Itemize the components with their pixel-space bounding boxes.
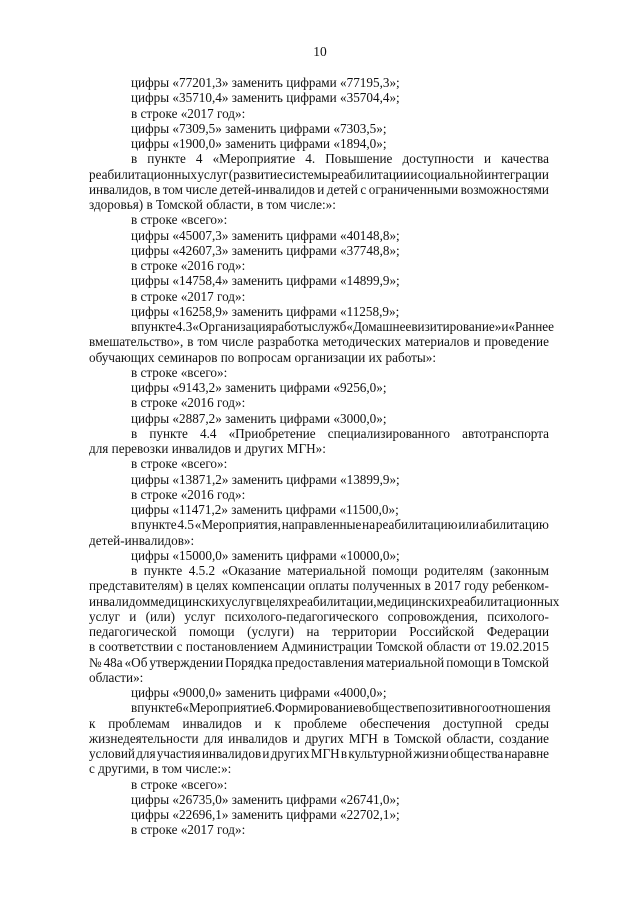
text-line: цифры «42607,3» заменить цифрами «37748,8»; bbox=[131, 242, 400, 258]
text-line: цифры «13871,2» заменить цифрами «13899,9»; bbox=[131, 471, 400, 487]
text-line: в строке «2017 год»: bbox=[131, 822, 246, 838]
text-line: в строке «2016 год»: bbox=[131, 395, 246, 411]
text-line: в пункте 4.5 «Мероприятия, направленные на реабилитацию или абилитацию bbox=[131, 517, 549, 533]
text-line: условий для участия инвалидов и других МГН в культурной жизни общества наравне bbox=[89, 746, 549, 761]
text-line: в строке «2017 год»: bbox=[131, 105, 246, 121]
text-line: здоровья) в Томской области, в том числе:»: bbox=[89, 197, 336, 212]
text-line: в строке «всего»: bbox=[131, 456, 228, 472]
text-line: цифры «15000,0» заменить цифрами «10000,0»; bbox=[131, 547, 400, 563]
text-line: с другими, в том числе:»: bbox=[89, 761, 232, 777]
text-line: в пункте 6 «Мероприятие 6. Формирование в обществе позитивного отношения bbox=[131, 700, 551, 716]
text-line: цифры «2887,2» заменить цифрами «3000,0»; bbox=[131, 410, 387, 426]
text-line: в пункте 4.4 «Приобретение специализированного автотранспорта bbox=[131, 425, 549, 441]
text-line: к проблемам инвалидов и к проблеме обеспечения доступной среды bbox=[89, 715, 549, 731]
text-line: цифры «14758,4» заменить цифрами «14899,9»; bbox=[131, 273, 400, 289]
document-body bbox=[89, 75, 560, 838]
text-line: в строке «всего»: bbox=[131, 364, 228, 380]
text-line: цифры «7309,5» заменить цифрами «7303,5»; bbox=[131, 120, 387, 136]
text-line: цифры «22696,1» заменить цифрами «22702,1»; bbox=[131, 807, 400, 822]
text-line: услуг и (или) услуг психолого-педагогического сопровождения, психолого- bbox=[89, 608, 549, 624]
text-line: вмешательство», в том числе разработка методических материалов и проведение bbox=[89, 334, 549, 350]
text-line: области»: bbox=[89, 669, 144, 685]
text-line: для перевозки инвалидов и других МГН»: bbox=[89, 441, 326, 456]
text-line: в соответствии с постановлением Администрации Томской области от 19.02.2015 bbox=[89, 639, 549, 655]
text-line: обучающих семинаров по вопросам организации их работы»: bbox=[89, 349, 436, 365]
text-line: детей-инвалидов»: bbox=[89, 532, 195, 548]
text-line: инвалидом медицинских услуг в целях реабилитации, медицинских реабилитационных bbox=[89, 593, 560, 609]
text-line: цифры «9143,2» заменить цифрами «9256,0»; bbox=[131, 380, 387, 395]
text-line: инвалидов, в том числе детей-инвалидов и детей с ограниченными возможностями bbox=[89, 181, 549, 197]
text-line: жизнедеятельности для инвалидов и других МГН в Томской области, создание bbox=[89, 730, 549, 746]
text-line: цифры «16258,9» заменить цифрами «11258,9»; bbox=[131, 303, 400, 319]
text-line: цифры «11471,2» заменить цифрами «11500,0»; bbox=[131, 502, 399, 517]
page-number: 10 bbox=[313, 44, 327, 59]
text-line: цифры «77201,3» заменить цифрами «77195,3»; bbox=[131, 75, 400, 90]
text-line: педагогической помощи (услуги) на территории Российской Федерации bbox=[89, 624, 549, 639]
text-line: в строке «всего»: bbox=[131, 212, 228, 228]
text-line: цифры «26735,0» заменить цифрами «26741,0»; bbox=[131, 791, 400, 807]
text-line: цифры «1900,0» заменить цифрами «1894,0»; bbox=[131, 136, 387, 151]
text-line: в строке «2017 год»: bbox=[131, 288, 246, 304]
text-line: в строке «всего»: bbox=[131, 776, 228, 792]
text-line: № 48а «Об утверждении Порядка предоставления материальной помощи в Томской bbox=[89, 654, 549, 670]
text-line: в строке «2016 год»: bbox=[131, 486, 246, 502]
text-line: в пункте 4.5.2 «Оказание материальной помощи родителям (законным bbox=[131, 563, 549, 578]
text-line: реабилитационных услуг (развитие системы реабилитации и социальной интеграции bbox=[89, 166, 549, 182]
text-line: в пункте 4.3 «Организация работы служб «Домашнее визитирование» и «Раннее bbox=[131, 319, 555, 334]
text-line: цифры «9000,0» заменить цифрами «4000,0»; bbox=[131, 685, 387, 700]
text-line: цифры «45007,3» заменить цифрами «40148,8»; bbox=[131, 227, 400, 243]
text-line: в пункте 4 «Мероприятие 4. Повышение доступности и качества bbox=[131, 151, 549, 167]
text-line: в строке «2016 год»: bbox=[131, 258, 246, 273]
text-line: представителям) в целях компенсации оплаты полученных в 2017 году ребенком- bbox=[89, 578, 549, 594]
text-line: цифры «35710,4» заменить цифрами «35704,4»; bbox=[131, 90, 400, 106]
